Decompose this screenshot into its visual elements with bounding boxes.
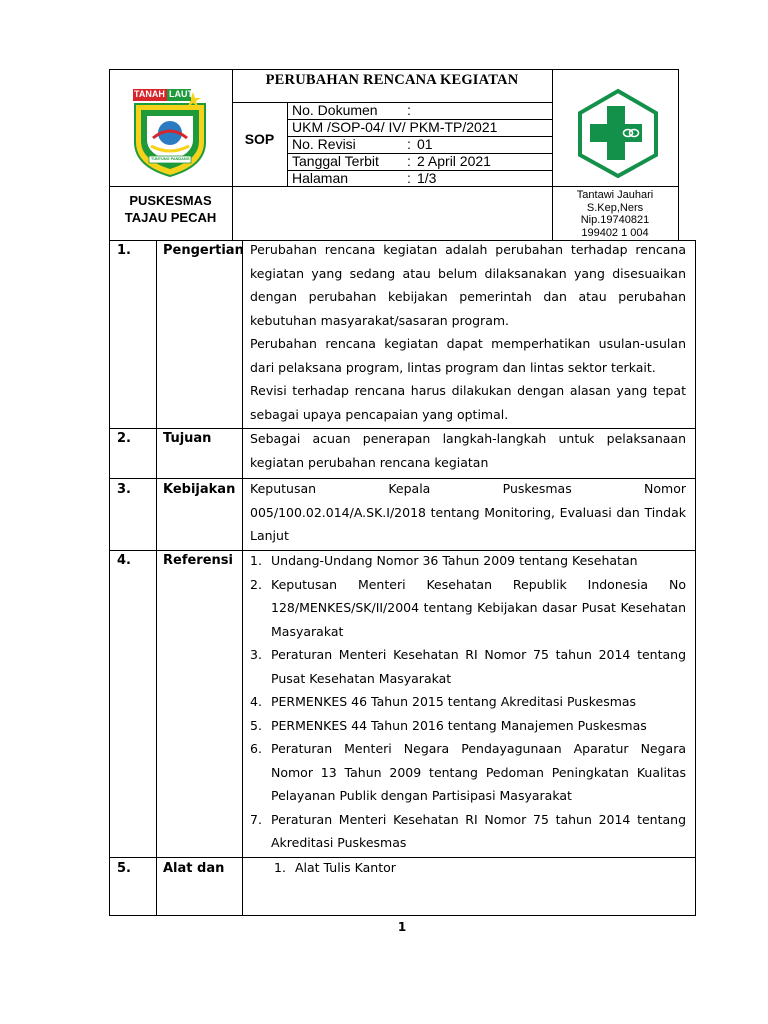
header-border-mid xyxy=(109,186,679,187)
sop-divider xyxy=(287,102,288,186)
section-5-content xyxy=(274,856,674,880)
reference-item-text: Peraturan Menteri Negara Pendayagunaan Aparatur Negara Nomor 13 Tahun 2009 tentang Pedoman Peningkatan Kualitas Pelayanan Publik dengan Partisipasi Masyarakat xyxy=(271,741,686,803)
crest-motto: TUNTUNG PANDANG xyxy=(151,157,190,161)
section-3-rest: 005/100.02.014/A.SK.I/2018 tentang Monitoring, Evaluasi dan Tindak Lanjut xyxy=(250,504,686,543)
page-number: 1 xyxy=(397,920,407,934)
field-no-revisi-sep: : xyxy=(407,136,411,152)
signer-nip-2: 199402 1 004 xyxy=(581,226,649,239)
field-tanggal-terbit-sep: : xyxy=(407,153,411,169)
reference-item-number: 4. xyxy=(250,694,262,709)
tools-list xyxy=(274,856,674,880)
org-name xyxy=(109,192,232,226)
section-2-paragraph: Sebagai acuan penerapan langkah-langkah untuk pelaksanaan kegiatan perubahan rencana kegiatan xyxy=(250,431,686,470)
tools-item xyxy=(274,856,674,880)
table-border-left xyxy=(109,240,110,916)
reference-item-number: 6. xyxy=(250,741,262,756)
header-border-top xyxy=(109,69,679,70)
section-1-paragraph: Revisi terhadap rencana harus dilakukan dengan alasan yang tepat sebagai upaya pencapaian yang optimal. xyxy=(250,383,686,422)
section-3-number: 3. xyxy=(117,482,131,497)
section-1-number: 1. xyxy=(117,243,131,258)
section-5-number: 5. xyxy=(117,861,131,876)
section-1-label: Pengertian xyxy=(163,243,244,258)
field-no-revisi-value: 01 xyxy=(417,136,433,152)
reference-item-number: 2. xyxy=(250,576,262,592)
reference-item-text: PERMENKES 46 Tahun 2015 tentang Akreditasi Puskesmas xyxy=(271,694,637,709)
section-1-paragraph: Perubahan rencana kegiatan adalah perubahan terhadap rencana kegiatan yang sedang atau belum dilaksanakan yang disesuaikan dengan perubahan kebijakan pemerintah dan atau perubahan kebutuhan masyarakat/sasaran program. xyxy=(250,242,686,328)
field-halaman-value: 1/3 xyxy=(417,170,437,186)
reference-item xyxy=(250,573,686,644)
reference-item-text: Keputusan Menteri Kesehatan Republik Indonesia No 128/MENKES/SK/II/2004 tentang Kebijakan dasar Pusat Kesehatan Masyarakat xyxy=(271,576,686,639)
section-3-line-1: Keputusan Kepala Puskesmas Nomor xyxy=(250,481,686,496)
field-tanggal-terbit-value: 2 April 2021 xyxy=(417,153,491,169)
section-5-label: Alat dan xyxy=(163,861,225,876)
reference-item xyxy=(250,690,686,714)
field-no-dokumen-sep: : xyxy=(407,102,411,118)
field-document-code: UKM /SOP-04/ IV/ PKM-TP/2021 xyxy=(292,119,498,135)
section-4-number: 4. xyxy=(117,553,131,568)
reference-item-text: PERMENKES 44 Tahun 2016 tentang Manajemen Puskesmas xyxy=(271,717,647,733)
reference-item-number: 1. xyxy=(250,553,262,568)
signer-block xyxy=(552,189,678,239)
field-halaman-sep: : xyxy=(407,170,411,186)
header-divider-1 xyxy=(232,69,233,241)
signer-nip-1: Nip.19740821 xyxy=(580,214,650,226)
field-no-revisi-label: No. Revisi xyxy=(292,136,356,152)
field-tanggal-terbit-label: Tanggal Terbit xyxy=(292,153,379,169)
table-border-right xyxy=(695,240,696,916)
org-line-1: PUSKESMAS xyxy=(129,193,212,208)
reference-item xyxy=(250,714,686,738)
crest-label-laut: LAUT xyxy=(169,89,193,99)
table-divider-number xyxy=(156,240,157,916)
reference-item xyxy=(250,737,686,808)
tools-item-number: 1. xyxy=(274,860,286,875)
table-border-bottom xyxy=(109,915,696,916)
reference-item-text: Peraturan Menteri Kesehatan RI Nomor 75 tahun 2014 tentang Akreditasi Puskesmas xyxy=(271,811,686,850)
section-2-label: Tujuan xyxy=(163,431,212,446)
sop-label: SOP xyxy=(244,131,275,147)
reference-item-text: Peraturan Menteri Kesehatan RI Nomor 75 tahun 2014 tentang Pusat Kesehatan Masyarakat xyxy=(271,647,686,686)
signer-name: Tantawi Jauhari xyxy=(576,189,654,201)
title-underline xyxy=(232,102,552,103)
reference-item-text: Undang-Undang Nomor 36 Tahun 2009 tentang Kesehatan xyxy=(271,553,638,568)
reference-item-number: 3. xyxy=(250,647,262,662)
reference-item-number: 7. xyxy=(250,811,262,827)
reference-item-number: 5. xyxy=(250,717,262,733)
reference-item xyxy=(250,643,686,690)
field-no-dokumen-label: No. Dokumen xyxy=(292,102,378,118)
org-line-2: TAJAU PECAH xyxy=(124,210,217,225)
section-3-label: Kebijakan xyxy=(163,482,236,497)
crest-icon xyxy=(131,86,209,178)
document-title: PERUBAHAN RENCANA KEGIATAN xyxy=(265,72,519,88)
header-border-right xyxy=(678,69,679,241)
reference-item xyxy=(250,549,686,573)
section-1-paragraph: Perubahan rencana kegiatan dapat memperhatikan usulan-usulan dari pelaksana program, lintas program dan lintas sektor terkait. xyxy=(250,336,686,375)
section-2-number: 2. xyxy=(117,431,131,446)
tools-item-text: Alat Tulis Kantor xyxy=(295,860,396,875)
section-4-label: Referensi xyxy=(163,553,233,568)
signer-title: S.Kep,Ners xyxy=(586,201,644,214)
tanah-laut-crest xyxy=(131,86,209,178)
reference-item xyxy=(250,808,686,855)
crest-label-tanah: TANAH xyxy=(134,89,165,99)
kemenkes-icon xyxy=(576,88,660,178)
table-divider-label xyxy=(242,240,243,916)
reference-list xyxy=(250,549,686,855)
section-4-content xyxy=(250,549,686,855)
section-1-content xyxy=(250,238,686,426)
section-3-content xyxy=(250,477,686,548)
section-2-content xyxy=(250,427,686,474)
kemenkes-logo xyxy=(576,88,660,178)
field-halaman-label: Halaman xyxy=(292,170,349,186)
